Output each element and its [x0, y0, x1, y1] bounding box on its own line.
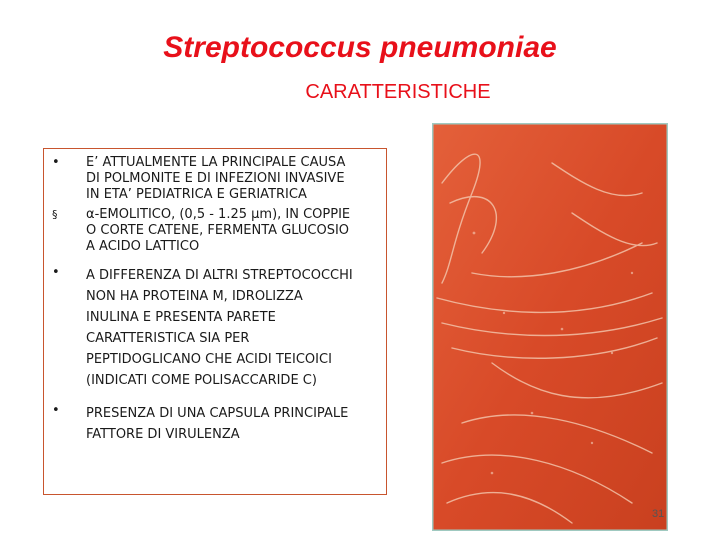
bullet-line: PEPTIDOGLICANO CHE ACIDI TEICOICI — [86, 352, 332, 367]
bullet-text — [86, 155, 386, 204]
bullet-text — [86, 207, 386, 256]
bullet-marker: § — [52, 208, 58, 221]
bullet-text — [86, 403, 386, 445]
bullet-line: IN ETA’ PEDIATRICA E GERIATRICA — [86, 187, 307, 203]
agar-plate-image — [432, 123, 668, 531]
page-number: 31 — [652, 508, 665, 520]
bullet-line: PRESENZA DI UNA CAPSULA PRINCIPALE — [86, 406, 349, 421]
bullet-list-box — [43, 148, 387, 495]
bullet-line: NON HA PROTEINA M, IDROLIZZA — [86, 289, 303, 304]
agar-background — [432, 123, 668, 531]
bullet-line: CARATTERISTICA SIA PER — [86, 331, 250, 346]
bullet-line: FATTORE DI VIRULENZA — [86, 427, 240, 442]
subtitle-text: CARATTERISTICHE — [305, 81, 491, 103]
bullet-line: A DIFFERENZA DI ALTRI STREPTOCOCCHI — [86, 268, 353, 283]
bullet-line: A ACIDO LATTICO — [86, 239, 200, 255]
bullet-line: E’ ATTUALMENTE LA PRINCIPALE CAUSA — [86, 155, 346, 170]
bullet-line: O CORTE CATENE, FERMENTA GLUCOSIO — [86, 223, 350, 239]
slide-subtitle — [0, 80, 720, 104]
bullet-text — [86, 265, 386, 391]
bullet-line: α-EMOLITICO, (0,5 - 1.25 μm), IN COPPIE — [86, 207, 351, 222]
bullet-line: DI POLMONITE E DI INFEZIONI INVASIVE — [86, 171, 345, 187]
slide-title: Streptococcus pneumoniae — [163, 31, 557, 64]
bullet-line: (INDICATI COME POLISACCARIDE C) — [86, 373, 317, 388]
bullet-line: INULINA E PRESENTA PARETE — [86, 310, 276, 325]
bullet-marker: • — [52, 403, 60, 418]
bullet-marker: • — [52, 155, 60, 170]
blood-agar-plate-photo — [432, 123, 668, 531]
bullet-marker: • — [52, 265, 60, 280]
